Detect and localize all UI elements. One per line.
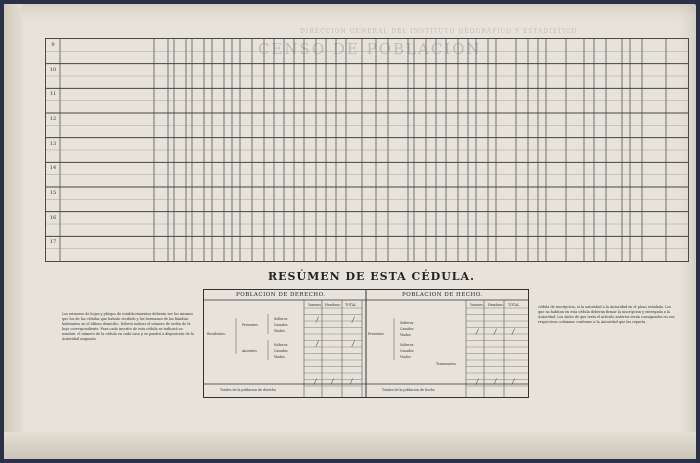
- handwritten-tally: /: [494, 378, 497, 386]
- handwritten-tally: /: [316, 340, 319, 348]
- header-title: CENSO DE POBLACION: [258, 40, 482, 58]
- hecho-label-6: Viudos: [400, 355, 411, 359]
- handwritten-tally: /: [494, 328, 497, 336]
- derecho-footer: Totales de la poblacion de derecho: [220, 388, 277, 392]
- row-number: 12: [49, 116, 57, 122]
- derecho-col-1: Varones.: [308, 303, 322, 307]
- derecho-label-4: Casados: [274, 323, 288, 327]
- handwritten-tally: /: [314, 378, 317, 386]
- handwritten-tally: /: [316, 316, 319, 324]
- hecho-col-3: TOTAL.: [508, 303, 521, 307]
- derecho-group-label: Residentes.: [207, 332, 226, 336]
- row-number: 16: [49, 214, 57, 221]
- handwritten-tally: /: [476, 378, 479, 386]
- derecho-title: POBLACION DE DERECHO.: [236, 292, 326, 298]
- hecho-label-4: Solteros: [400, 343, 414, 347]
- row-number: 17: [49, 239, 57, 246]
- derecho-label-2: Ausentes: [242, 349, 257, 353]
- hecho-label-1: Solteros: [400, 321, 414, 325]
- page-edge-left: [4, 4, 22, 459]
- summary-title: RESÚMEN DE ESTA CÉDULA.: [268, 270, 475, 283]
- hecho-col-2: Hembras.: [488, 303, 504, 307]
- derecho-label-5: Viudos: [274, 329, 285, 333]
- handwritten-tally: /: [331, 378, 334, 386]
- header-top-text: DIRECCION GENERAL DEL INSTITUTO GEOGRÁFICO Y ESTADÍSTICO: [300, 28, 578, 35]
- row-number: 9: [51, 42, 55, 48]
- derecho-col-3: TOTAL.: [345, 303, 358, 307]
- instructions-right: cédula de inscripcion, si la autoridad a la Autoridad en el plazo señalado. Los que no habitan en esta cédula deberán firmar la inscripcion y entregada a la Autoridad. Los datos de que trata el artículo anterior serán consignados en sus respectivas columnas conforme a la Autoridad que las reparta.: [538, 305, 675, 324]
- derecho-label-3: Solteros: [274, 317, 288, 321]
- summary-table: [203, 289, 529, 398]
- handwritten-tally: /: [350, 378, 353, 386]
- ledger-grid-lines: [46, 39, 688, 261]
- hecho-group-label: Presentes.: [368, 332, 385, 336]
- page-edge-bottom: [4, 432, 696, 459]
- handwritten-tally: /: [352, 340, 355, 348]
- row-number: 11: [49, 91, 57, 98]
- derecho-label-7: Casados: [274, 349, 288, 353]
- hecho-footer: Totales de la poblacion de hecho: [382, 388, 435, 392]
- hecho-label-3: Viudos: [400, 333, 411, 337]
- handwritten-tally: /: [476, 328, 479, 336]
- row-number: 10: [49, 66, 57, 73]
- derecho-label-1: Presentes: [242, 323, 258, 327]
- row-number: 15: [49, 190, 57, 196]
- derecho-col-2: Hembras.: [325, 303, 341, 307]
- hecho-title: POBLACION DE HECHO.: [402, 292, 483, 298]
- ledger-grid: [45, 38, 689, 262]
- handwritten-tally: /: [512, 328, 515, 336]
- handwritten-tally: /: [512, 378, 515, 386]
- handwritten-tally: /: [352, 316, 355, 324]
- row-number: 13: [49, 140, 57, 147]
- derecho-label-8: Viudos: [274, 355, 285, 359]
- row-number: 14: [49, 165, 57, 172]
- hecho-label-7: Transeuntes: [436, 362, 457, 366]
- derecho-label-6: Solteros: [274, 343, 288, 347]
- hecho-col-1: Varones.: [470, 303, 484, 307]
- hecho-label-2: Casados: [400, 327, 414, 331]
- hecho-label-5: Casados: [400, 349, 414, 353]
- instructions-left: Los números de hojas y pliegos de establecimientos deberán ser los mismos que los de las cédulas que habrán recibido y los hermanos de las familias habitantes en el último domicilio. Deberá indicar el número de orden de la hoja correspondiente. Para cada inscrito de esta cédula se indicará su nombre, el número de la cédula en cada caso y se pondrá a disposición de la Autoridad asignada.: [62, 312, 194, 341]
